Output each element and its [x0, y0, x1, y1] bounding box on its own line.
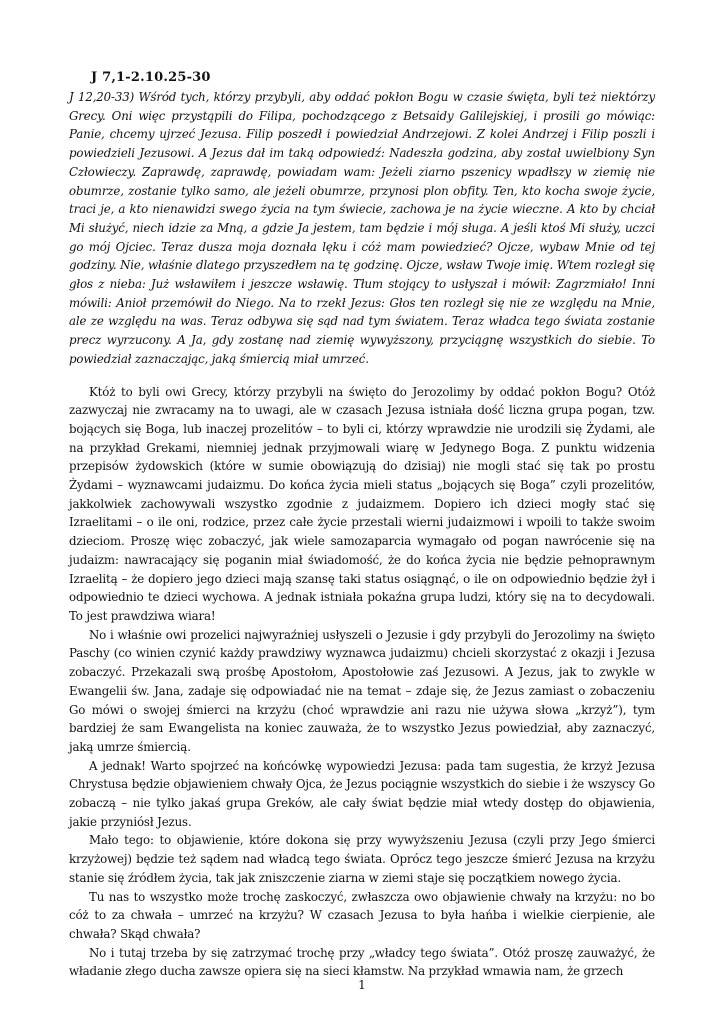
- commentary-paragraph: A jednak! Warto spojrzeć na końcówkę wypowiedzi Jezusa: pada tam sugestia, że krzyż Jezusa Chrystusa będzie objawieniem chwały Ojca, że Jezus pociągnie wszystkich do siebie i że wszyscy Go zobaczą – nie tylko jakaś grupa Greków, ale cały świat będzie miał wtedy dostęp do objawienia, jakie przyniósł Jezus.: [69, 758, 655, 829]
- gospel-reading: J 12,20-33) Wśród tych, którzy przybyli, aby oddać pokłon Bogu w czasie święta, byli też niektórzy Grecy. Oni więc przystąpili do Filipa, pochodzącego z Betsaidy Galilejskiej, i prosili go mówiąc: Panie, chcemy ujrzeć Jezusa. Filip poszedł i powiedział Andrzejowi. Z kolei Andrzej i Filip poszli i powiedzieli Jezusowi. A Jezus dał im taką odpowiedź: Nadeszła godzina, aby został uwielbiony Syn Człowieczy. Zaprawdę, zaprawdę, powiadam wam: Jeżeli ziarno pszenicy wpadłszy w ziemię nie obumrze, zostanie tylko samo, ale jeżeli obumrze, przynosi plon obfity. Ten, kto kocha swoje życie, traci je, a kto nienawidzi swego życia na tym świecie, zachowa je na życie wieczne. A kto by chciał Mi służyć, niech idzie za Mną, a gdzie Ja jestem, tam będzie i mój sługa. A jeśli ktoś Mi służy, uczci go mój Ojciec. Teraz dusza moja doznała lęku i cóż mam powiedzieć? Ojcze, wybaw Mnie od tej godziny. Nie, właśnie dlatego przyszedłem na tę godzinę. Ojcze, wsław Twoje imię. Wtem rozległ się głos z nieba: Już wsławiłem i jeszcze wsławię. Tłum stojący to usłyszał i mówił: Zagrzmiało! Inni mówili: Anioł przemówił do Niego. Na to rzekł Jezus: Głos ten rozległ się nie ze względu na Mnie, ale ze względu na was. Teraz odbywa się sąd nad tym światem. Teraz władca tego świata zostanie precz wyrzucony. A Ja, gdy zostanę nad ziemię wywyższony, przyciągnę wszystkich do siebie. To powiedział zaznaczając, jaką śmiercią miał umrzeć.: [69, 90, 655, 366]
- page-number: 1: [358, 978, 366, 992]
- document-page: [69, 70, 655, 981]
- commentary-paragraph: Mało tego: to objawienie, które dokona się przy wywyższeniu Jezusa (czyli przy Jego śmierci krzyżowej) będzie też sądem nad władcą tego świata. Oprócz tego jeszcze śmierć Jezusa na krzyżu stanie się źródłem życia, tak jak zniszczenie ziarna w ziemi staje się początkiem nowego życia.: [69, 833, 655, 885]
- commentary-paragraph: Tu nas to wszystko może trochę zaskoczyć, zwłaszcza owo objawienie chwały na krzyżu: no bo cóż to za chwała – umrzeć na krzyżu? W czasach Jezusa to była hańba i wielkie cierpienie, ale chwała? Skąd chwała?: [69, 889, 655, 941]
- commentary-paragraph: No i tutaj trzeba by się zatrzymać trochę przy „władcy tego świata”. Otóż proszę zauważyć, że władanie złego ducha zawsze opiera się na sieci kłamstw. Na przykład wmawia nam, że grzech: [69, 945, 655, 979]
- commentary-paragraph: Któż to byli owi Grecy, którzy przybyli na święto do Jerozolimy by oddać pokłon Bogu? Otóż zazwyczaj nie zwracamy na to uwagi, ale w czasach Jezusa istniała dość liczna grupa pogan, tzw. bojących się Boga, lub inaczej prozelitów – to byli ci, którzy wprawdzie nie urodzili się Żydami, ale na przykład Grekami, niemniej jednak przyjmowali wiarę w Jedynego Boga. Z punktu widzenia przepisów żydowskich (które w sumie obowiązują do dzisiaj) nie mogli stać się tak po prostu Żydami – wyznawcami judaizmu. Do końca życia mieli status „bojących się Boga” czyli prozelitów, jakkolwiek zachowywali wszystko zgodnie z judaizmem. Dopiero ich dzieci mogły stać się Izraelitami – o ile oni, rodzice, przez całe życie przestali wierni judaizmowi i wpoili to także swoim dzieciom. Proszę więc zobaczyć, jak wiele samozaparcia wymagało od pogan nawrócenie się na judaizm: nawracający się poganin miał świadomość, że do końca życia nie będzie pełnoprawnym Izraelitą – że dopiero jego dzieci mają szansę taki status osiągnąć, o ile on odpowiednio będzie żył i odpowiednio te dzieci wychowa. A jednak istniała pokaźna grupa ludzi, który się na to decydowali. To jest prawdziwa wiara!: [69, 384, 655, 623]
- commentary-paragraph: No i właśnie owi prozelici najwyraźniej usłyszeli o Jezusie i gdy przybyli do Jerozolimy na święto Paschy (co winien czynić każdy prawdziwy wyznawca judaizmu) chcieli skorzystać z okazji i Jezusa zobaczyć. Przekazali swą prośbę Apostołom, Apostołowie zaś Jezusowi. A Jezus, jak to zwykle w Ewangelii św. Jana, zadaje się odpowiadać nie na temat – zdaje się, że Jezus zamiast o zobaczeniu Go mówi o swojej śmierci na krzyżu (choć wprawdzie ani razu nie używa słowa „krzyż”), tym bardziej że sam Ewangelista na koniec zauważa, że to wszystko Jezus powiedział, aby zaznaczyć, jaką umrze śmiercią.: [69, 627, 655, 754]
- scripture-reference-heading: J 7,1-2.10.25-30: [91, 70, 211, 85]
